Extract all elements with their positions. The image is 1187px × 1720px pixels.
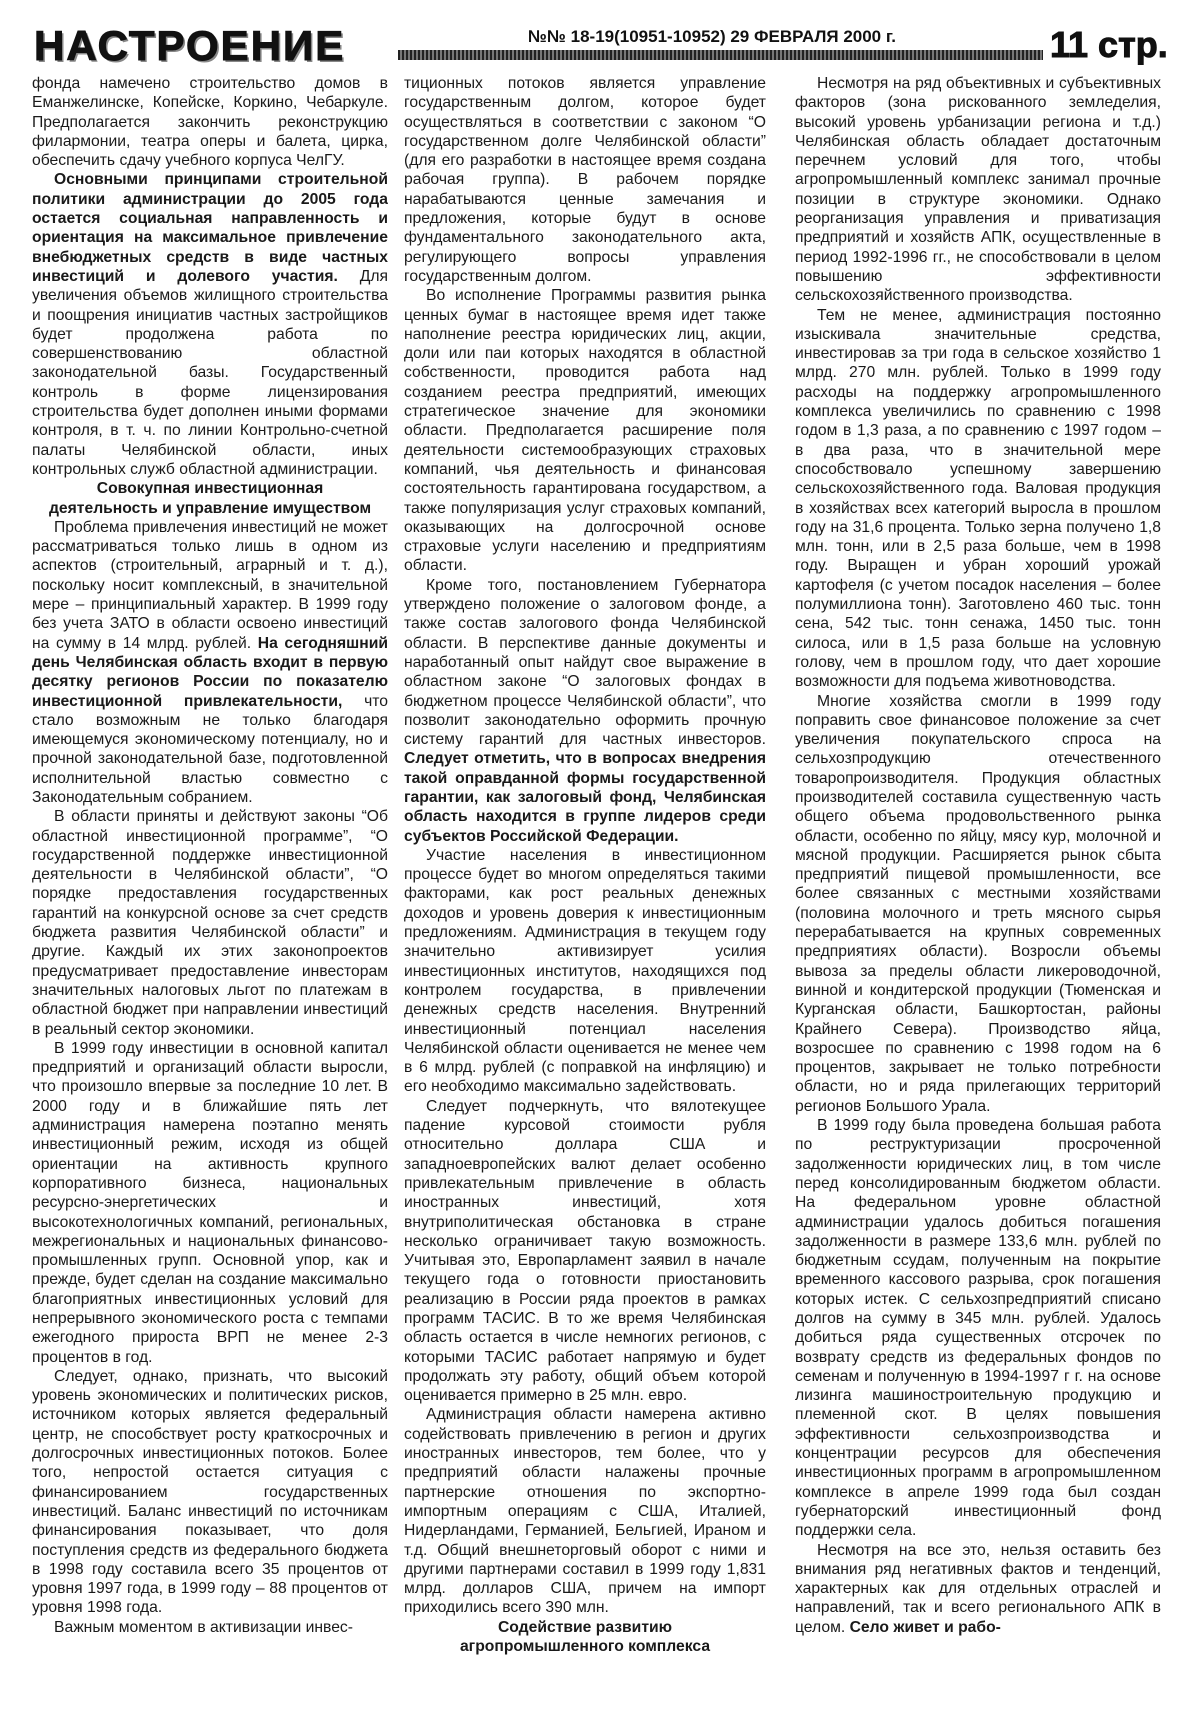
paragraph: В 1999 году была проведена большая работа по реструктуризации просроченной задолженности юридических лиц, в том числе перед консолидированным бюджетом области. На федеральном уровне областной администрации удалось добиться погашения задолженности в размере 133,6 млн. рублей по бюджетным ссудам, полученным на покрытие временного кассового разрыва, срок погашения которых истек. С сельхозпредприятий списано долгов на сумму в 345 млн. рублей. Удалось добиться ряда существенных отсрочек по возврату средств из федеральных фондов по семенам и полученную в 1994-1997 г г. на основе лизинга машиностроительную продукцию и племенной скот. В целях повышения эффективности сельхозпроизводства и концентрации ресурсов для обеспечения инвестиционных программ в агропромышленном комплексе в апреле 1999 года был создан губернаторский инвестиционный фонд поддержки села. [795,1117,1161,1540]
paragraph-text: Проблема привлечения инвестиций не может рассматриваться только лишь в одном из аспектов (строительный, аграрный и т. д.), поскольку носит комплексный, в значительной мере – принципиальный характер. В 1999 году без учета ЗАТО в области освоено инвестиций на сумму в 14 млрд. рублей. [32,518,388,652]
paragraph: Участие населения в инвестиционном процессе будет во многом определяться такими факторами, как рост реальных денежных доходов и уровень доверия к инвестиционным предложениям. Администрация в текущем году значительно активизирует усилия инвестиционных институтов, находящихся под контролем государства, в привлечении денежных средств населения. Внутренний инвестиционный потенциал населения Челябинской области оценивается не менее чем в 6 млрд. рублей (с поправкой на инфляцию) и его необходимо максимально задействовать. [404,846,766,1096]
paragraph [32,518,388,807]
paragraph: Несмотря на ряд объективных и субъективных факторов (зона рискованного земледелия, высокий уровень урбанизации региона и т.д.) Челябинская область обладает достаточным перечнем условий для того, чтобы агропромышленный комплекс занимал прочные позиции в структуре экономики. Однако реорганизация управления и приватизация предприятий и хозяйств АПК, осуществленные в период 1992-1996 гг., не способствовали в целом повышению эффективности сельскохозяйственного производства. [795,75,1161,305]
paragraph: фонда намечено строительство домов в Еманжелинске, Копейске, Коркино, Чебаркуле. Предполагается закончить реконструкцию филармонии, театра оперы и балета, цирка, обеспечить сдачу учебного корпуса ЧелГУ. [32,75,388,170]
issue-date: №№ 18-19(10951-10952) 29 ФЕВРАЛЯ 2000 г. [528,27,896,46]
paragraph [404,576,766,846]
masthead [0,0,1187,70]
section-heading [404,1618,766,1657]
paragraph [795,1541,1161,1637]
paragraph: Во исполнение Программы развития рынка ценных бумаг в настоящее время идет также наполнение реестра юридических лиц, акции, доли или паи которых находятся в областной собственности, проводится работа над созданием реестра предприятий, имеющих стратегическое значение для экономики области. Предполагается расширение поля деятельности системообразующих страховых компаний, чья деятельность и финансовая состоятельность гарантирована государством, а также популяризация услуг страховых компаний, оказывающих на долгосрочной основе страховые услуги населению и предприятиям области. [404,287,766,575]
section-heading-line: агропромышленного комплекса [459,1638,711,1656]
paragraph-text: что стало возможным не только благодаря имеющемуся экономическому потенциалу, но и прочной законодательной базе, подготовленной исполнительной властью совместно с Законодательным собранием. [32,692,388,806]
paragraph-text: Несмотря на все это, нельзя оставить без внимания ряд негативных фактов и тенденций, характерных как для отдельных отраслей и направлений, так и всего регионального АПК в целом. [795,1541,1161,1636]
article-column-3 [795,74,1161,1714]
paragraph: В 1999 году инвестиции в основной капитал предприятий и организаций области выросли, что произошло впервые за последние 10 лет. В 2000 году и в ближайшие пять лет администрация намерена поэтапно менять инвестиционный режим, исходя из общей ориентации на активность крупного корпоративного бизнеса, национальных ресурсно-энергетических и высокотехнологичных компаний, региональных, межрегиональных и национальных финансово-промышленных групп. Основной упор, как и прежде, будет сделан на создание максимально благоприятных инвестиционных условий для непрерывного экономического роста с темпами ежегодного прироста ВРП не менее 2-3 процентов в год. [32,1039,388,1366]
paragraph: Тем не менее, администрация постоянно изыскивала значительные средства, инвестировав за три года в сельское хозяйство 1 млрд. 270 млн. рублей. Только в 1999 году расходы на поддержку агропромышленного комплекса увеличились по сравнению с 1998 годом в 1,3 раза, а по сравнению с 1997 годом – в два раза, что в значительной мере способствовало успешному завершению сельскохозяйственного года. Валовая продукция в хозяйствах всех категорий выросла в прошлом году на 31,6 процента. Только зерна получено 1,8 млн. тонн, или в 2,5 раза больше, чем в 1998 году. Выращен и убран хороший урожай картофеля (с учетом посадок населения – более полумиллиона тонн). Заготовлено 460 тыс. тонн сена, 542 тыс. тонн сенажа, 1450 тыс. тонн силоса, или в 1,5 раза больше на условную голову, чем в прошлом году, что дает хорошие возможности для подъема животноводства. [795,306,1161,691]
paragraph-text: Кроме того, постановлением Губернатора утверждено положение о залоговом фонде, а также состав залогового фонда Челябинской области. В перспективе данные документы и наработанный опыт найдут свое выражение в областном законе “О залоговых фондах в бюджетном процессе Челябинской области”, что позволит законодательно оформить прочную систему гарантий для частных инвесторов. [404,576,766,749]
paragraph: Администрация области намерена активно содействовать привлечению в регион и других иностранных инвесторов, тем более, что у предприятий области налажены прочные партнерские отношения по экспортно-импортным операциям с США, Италией, Нидерландами, Германией, Бельгией, Ираном и т.д. Общий внешнеторговый оборот с ними и другими партнерами составил в 1999 году 1,831 млрд. долларов США, причем на импорт приходились всего 390 млн. [404,1406,766,1617]
emphasis-text: На сегодняшний день Челябинская область входит в первую десятку регионов России по показателю инвестиционной привлекательности, [32,634,388,710]
article-column-1 [32,74,388,1714]
paragraph: В области приняты и действуют законы “Об областной инвестиционной программе”, “О государственной поддержке инвестиционной деятельности в Челябинской области”, “О порядке предоставления государственных гарантий на конкурсной основе за счет средств бюджета развития Челябинской области” и другие. Каждый их этих законопроектов предусматривает предоставление инвесторам значительных налоговых льгот по платежам в областной бюджет при направлении инвестиций в реальный сектор экономики. [32,808,388,1038]
paragraph: Следует, однако, признать, что высокий уровень экономических и политических рисков, источником которых является федеральный центр, не способствует росту краткосрочных и долгосрочных инвестиционных потоков. Более того, непростой остается ситуация с финансированием государственных инвестиций. Баланс инвестиций по источникам финансирования показывает, что доля поступления средств из федерального бюджета в 1998 году составила всего 35 процентов от уровня 1997 года, в 1999 году – 88 процентов от уровня 1998 года. [32,1367,388,1617]
section-heading [32,479,388,518]
article-column-2 [404,74,766,1714]
section-heading-line: Содействие развитию [497,1618,673,1636]
paragraph-text: Для увеличения объемов жилищного строительства и поощрения инициатив частных застройщиков будет продолжена работа по совершенствованию областной законодательной базы. Государственный контроль в форме лицензирования строительства будет дополнен иными формами контроля, в т. ч. по линии Контрольно-счетной палаты Челябинской области, иных контрольных служб областной администрации. [32,267,388,478]
emphasis-text: Основными принципами строительной политики администрации до 2005 года остается социальная направленность и ориентация на максимальное привлечение внебюджетных средств в виде частных инвестиций и долевого участия. [32,171,388,285]
paragraph: Следует подчеркнуть, что вялотекущее падение курсовой стоимости рубля относительно доллара США и западноевропейских валют делает особенно привлекательным привлечение в область иностранных инвестиций, хотя внутриполитическая обстановка в стране несколько ограничивает такую возможность. Учитывая это, Европарламент заявил в начале текущего года о готовности приостановить реализацию в России ряда проектов в рамках программ ТАСИС. В то же время Челябинская область остается в числе немногих регионов, с которыми ТАСИС работает напрямую и будет продолжать эту работу, общий объем которой оценивается примерно в 25 млн. евро. [404,1097,766,1405]
emphasis-text: Следует отметить, что в вопросах внедрения такой оправданной формы государственной гарантии, как залоговый фонд, Челябинская область находится в группе лидеров среди субъектов Российской Федерации. [404,750,766,845]
paragraph: Многие хозяйства смогли в 1999 году поправить свое финансовое положение за счет увеличения покупательского спроса на сельхозпродукцию отечественного товаропроизводителя. Продукция областных производителей составила существенную часть общего объема продовольственного рынка области, особенно по яйцу, мясу кур, молочной и мясной продукции. Расширяется рынок сбыта предприятий пищевой промышленности, все более связанных с местными хозяйствами (половина молочного и треть мясного сырья перерабатывается на крупных современных предприятиях области). Возросли объемы вывоза за пределы области ликероводочной, винной и кондитерской продукции (Тюменская и Курганская области, Башкортостан, районы Крайнего Севера). Производство яйца, возросшее по сравнению с 1998 годом на 6 процентов, закрывает не только потребности области, но и ряда прилегающих территорий регионов Большого Урала. [795,692,1161,1115]
page-number: 11 стр. [1050,24,1168,65]
paragraph: Важным моментом в активизации инвес- [54,1618,353,1636]
header-rule [398,50,1043,60]
section-title: НАСТРОЕНИЕ [34,22,346,69]
section-heading-line: деятельность и управление имуществом [48,499,372,517]
emphasis-text: Село живет и рабо- [849,1618,1001,1636]
paragraph [32,170,388,479]
paragraph: тиционных потоков является управление государственным долгом, которое будет осуществляться в соответствии с законом “О государственном долге Челябинской области” (для его разработки в настоящее время создана рабочая группа). В рабочем порядке нарабатываются ценные замечания и предложения, которые будут в основе фундаментального законодательного акта, регулирующего вопросы управления государственным долгом. [404,75,766,285]
section-heading-line: Совокупная инвестиционная [96,480,324,498]
